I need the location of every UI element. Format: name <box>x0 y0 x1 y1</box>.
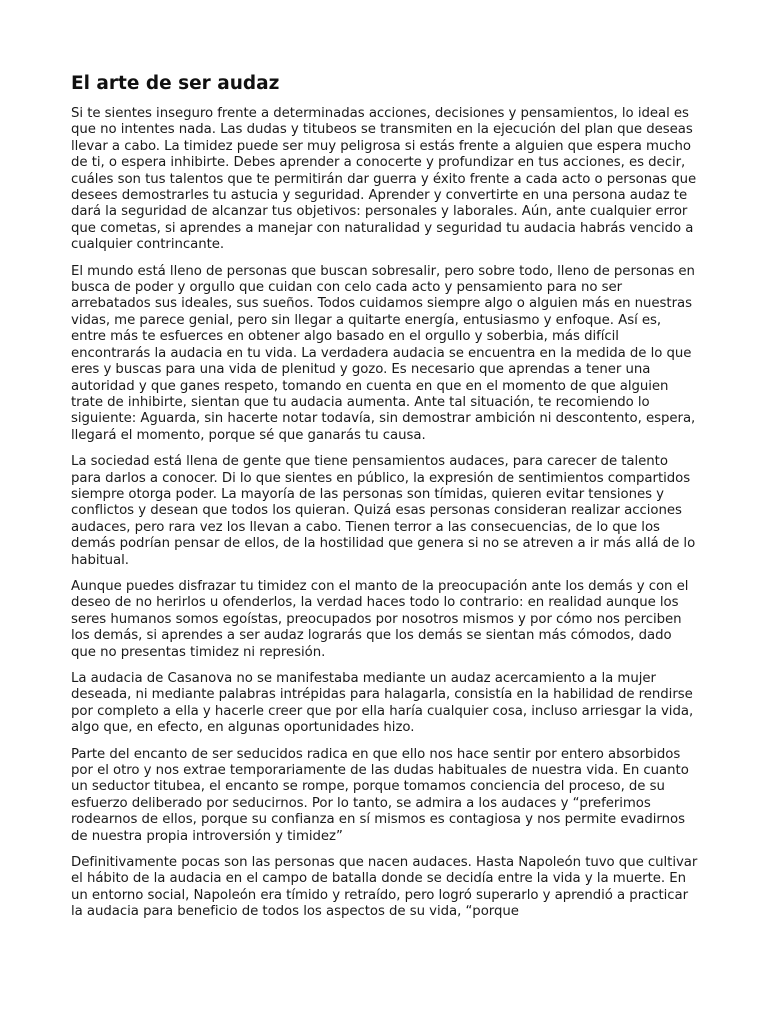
paragraph: La audacia de Casanova no se manifestaba mediante un audaz acercamiento a la mujer deseada, ni mediante palabras intrépidas para halagarla, consistía en la habilidad de rendirse por completo a ella y hacerle creer que por ella haría cualquier cosa, incluso arriesgar la vida, algo que, en efecto, en algunas oportunidades hizo. <box>71 671 694 736</box>
paragraph: El mundo está lleno de personas que buscan sobresalir, pero sobre todo, lleno de personas en busca de poder y orgullo que cuidan con celo cada acto y pensamiento para no ser arrebatados sus ideales, sus sueños. Todos cuidamos siempre algo o alguien más en nuestras vidas, me parece genial, pero sin llegar a quitarte energía, entusiasmo y enfoque. Así es, entre más te esfuerces en obtener algo basado en el orgullo y soberbia, más difícil encontrarás la audacia en tu vida. La verdadera audacia se encuentra en la medida de lo que eres y buscas para una vida de plenitud y gozo. Es necesario que aprendas a tener una autoridad y que ganes respeto, tomando en cuenta en que en el momento de que alguien trate de inhibirte, sientan que tu audacia aumenta. Ante tal situación, te recomiendo lo siguiente: Aguarda, sin hacerte notar todavía, sin demostrar ambición ni descontento, espera, llegará el momento, porque sé que ganarás tu causa. <box>71 263 696 443</box>
paragraph: Definitivamente pocas son las personas que nacen audaces. Hasta Napoleón tuvo que cultivar el hábito de la audacia en el campo de batalla donde se decidía entre la vida y la muerte. En un entorno social, Napoleón era tímido y retraído, pero logró superarlo y aprendió a practicar la audacia para beneficio de todos los aspectos de su vida, “porque <box>71 855 698 920</box>
paragraph: Parte del encanto de ser seducidos radica en que ello nos hace sentir por entero absorbidos por el otro y nos extrae temporariamente de las dudas habituales de nuestra vida. En cuanto un seductor titubea, el encanto se rompe, porque tomamos conciencia del proceso, de su esfuerzo deliberado por seducirnos. Por lo tanto, se admira a los audaces y “preferimos rodearnos de ellos, porque su confianza en sí mismos es contagiosa y nos permite evadirnos de nuestra propia introversión y timidez” <box>71 746 689 844</box>
paragraph: Si te sientes inseguro frente a determinadas acciones, decisiones y pensamientos, lo ideal es que no intentes nada. Las dudas y titubeos se transmiten en la ejecución del plan que deseas llevar a cabo. La timidez puede ser muy peligrosa si estás frente a alguien que espera mucho de ti, o espera inhibirte. Debes aprender a conocerte y profundizar en tus acciones, es decir, cuáles son tus talentos que te permitirán dar guerra y éxito frente a cada acto o personas que desees demostrarles tu astucia y seguridad. Aprender y convertirte en una persona audaz te dará la seguridad de alcanzar tus objetivos: personales y laborales. Aún, ante cualquier error que cometas, si aprendes a manejar con naturalidad y seguridad tu audacia habrás vencido a cualquier contrincante. <box>71 106 697 253</box>
paragraph: Aunque puedes disfrazar tu timidez con el manto de la preocupación ante los demás y con el deseo de no herirlos u ofenderlos, la verdad haces todo lo contrario: en realidad aunque los seres humanos somos egoístas, preocupados por nosotros mismos y por cómo nos perciben los demás, si aprendes a ser audaz lograrás que los demás se sientan más cómodos, dado que no presentas timidez ni represión. <box>71 578 689 660</box>
paragraph: La sociedad está llena de gente que tiene pensamientos audaces, para carecer de talento para darlos a conocer. Di lo que sientes en público, la expresión de sentimientos compartidos siempre otorga poder. La mayoría de las personas son tímidas, quieren evitar tensiones y conflictos y desean que todos los quieran. Quizá esas personas consideran realizar acciones audaces, pero rara vez los llevan a cabo. Tienen terror a las consecuencias, de lo que los demás podrían pensar de ellos, de la hostilidad que genera si no se atreven a ir más allá de lo habitual. <box>71 454 696 568</box>
document-title: El arte de ser audaz <box>71 73 280 94</box>
document-page <box>71 72 699 1024</box>
